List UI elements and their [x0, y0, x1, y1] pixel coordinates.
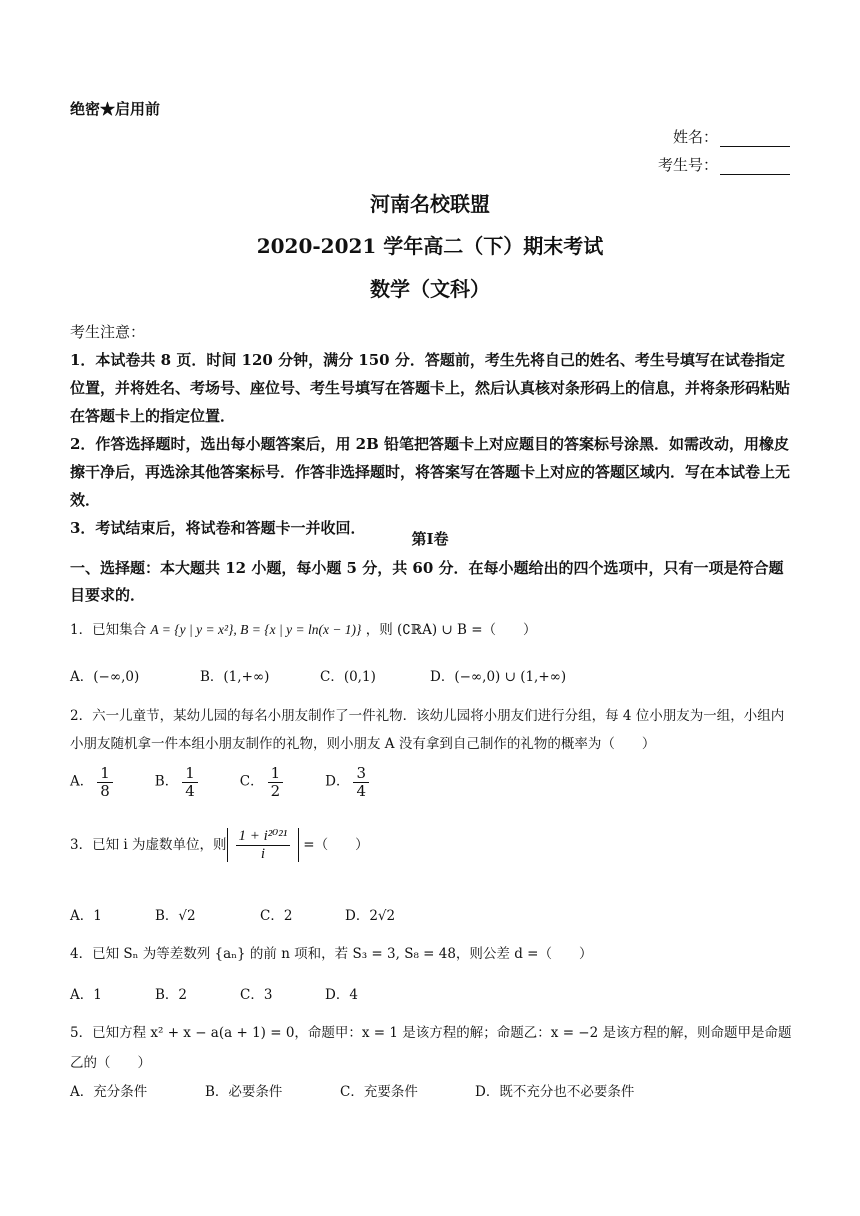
- title-exam: 2020-2021 学年高二（下）期末考试: [256, 234, 604, 258]
- student-id-label: 考生号：: [657, 156, 718, 174]
- q2-option-d: D． $\frac{3}{4}$: [325, 765, 373, 799]
- student-id-field: [658, 154, 790, 175]
- q2-option-a: A． $\frac{1}{8}$: [70, 765, 117, 799]
- q5-option-d: D．既不充分也不必要条件: [475, 1084, 635, 1100]
- question-1: [70, 620, 792, 640]
- q3-option-a: A．1: [70, 908, 102, 924]
- student-id-blank: [720, 160, 790, 175]
- q4-options: [70, 983, 792, 1003]
- q3-option-b: B．√2: [155, 908, 196, 924]
- q2-option-c: C． $\frac{1}{2}$: [240, 765, 287, 799]
- q1-option-d: D．(−∞,0) ∪ (1,+∞): [430, 669, 567, 685]
- note-3: 3．考试结束后，将试卷和答题卡一并收回．: [70, 519, 366, 537]
- section-heading: 一、选择题：本大题共 12 小题，每小题 5 分，共 60 分．在每小题给出的四个选项中，只有一项是符合题目要求的．: [70, 559, 784, 604]
- name-blank: [720, 132, 790, 147]
- q1-prefix: 1．已知集合: [70, 622, 147, 638]
- q4-option-a: A．1: [70, 987, 102, 1003]
- q1-options: [70, 665, 792, 685]
- q3-options: [70, 904, 792, 924]
- confidential-label: 绝密★启用前: [70, 100, 161, 118]
- note-2: 2．作答选择题时，选出每小题答案后，用 2B 铅笔把答题卡上对应题目的答案标号涂黑．如需改动，用橡皮擦干净后，再选涂其他答案标号．作答非选择题时，将答案写在答题卡上对应的答题区域内．写在本试卷上无效．: [70, 435, 791, 509]
- q3-abs-expression: $\frac{\text{1 + i²⁰²¹}}{i}$: [227, 828, 300, 862]
- title-subject: 数学（文科）: [370, 277, 490, 301]
- q5-options: [70, 1080, 792, 1100]
- question-3: [70, 828, 792, 862]
- q2-option-b: B． $\frac{1}{4}$: [155, 765, 202, 799]
- q4-option-b: B．2: [155, 987, 188, 1003]
- q4-option-d: D．4: [325, 987, 358, 1003]
- q1-option-b: B．(1,+∞): [200, 669, 270, 685]
- notes-heading: 考生注意：: [70, 323, 146, 341]
- q3-prefix: 3．已知 i 为虚数单位，则: [70, 837, 227, 853]
- q1-option-c: C．(0,1): [320, 669, 376, 685]
- question-2: 2．六一儿童节，某幼儿园的每名小朋友制作了一件礼物．该幼儿园将小朋友们进行分组，每 4 位小朋友为一组，小组内小朋友随机拿一件本组小朋友制作的礼物，则小朋友 A 没有拿到自己制作的礼物的概率为（ ）: [70, 708, 785, 752]
- q5-option-a: A．充分条件: [70, 1084, 148, 1100]
- q5-option-c: C．充要条件: [340, 1084, 418, 1100]
- q3-option-d: D．2√2: [345, 908, 396, 924]
- volume-heading: 第Ⅰ卷: [411, 530, 449, 548]
- question-4: 4．已知 Sₙ 为等差数列 {aₙ} 的前 n 项和，若 S₃ = 3, S₈ = 48，则公差 d =（ ）: [70, 946, 593, 962]
- note-1: 1．本试卷共 8 页．时间 120 分钟，满分 150 分．答题前，考生先将自己的姓名、考生号填写在试卷指定位置，并将姓名、考场号、座位号、考生号填写在答题卡上，然后认真核对条形码上的信息，并将条形码粘贴在答题卡上的指定位置．: [70, 351, 791, 425]
- name-field: [673, 126, 790, 147]
- title-alliance: 河南名校联盟: [370, 192, 490, 216]
- q1-sets: A = {y | y = x²}, B = {x | y = ln(x − 1)}: [150, 622, 362, 637]
- q1-suffix: ，则 (∁ℝA) ∪ B =（ ）: [365, 622, 537, 638]
- q4-option-c: C．3: [240, 987, 273, 1003]
- q1-option-a: A．(−∞,0): [70, 669, 140, 685]
- q3-option-c: C．2: [260, 908, 293, 924]
- q2-options: [70, 765, 792, 799]
- q3-suffix: =（ ）: [303, 837, 369, 853]
- exam-notes: [70, 318, 792, 542]
- name-label: 姓名：: [672, 128, 718, 146]
- q5-option-b: B．必要条件: [205, 1084, 283, 1100]
- question-5: 5．已知方程 x² + x − a(a + 1) = 0，命题甲：x = 1 是该方程的解；命题乙：x = −2 是该方程的解，则命题甲是命题乙的（ ）: [70, 1025, 792, 1071]
